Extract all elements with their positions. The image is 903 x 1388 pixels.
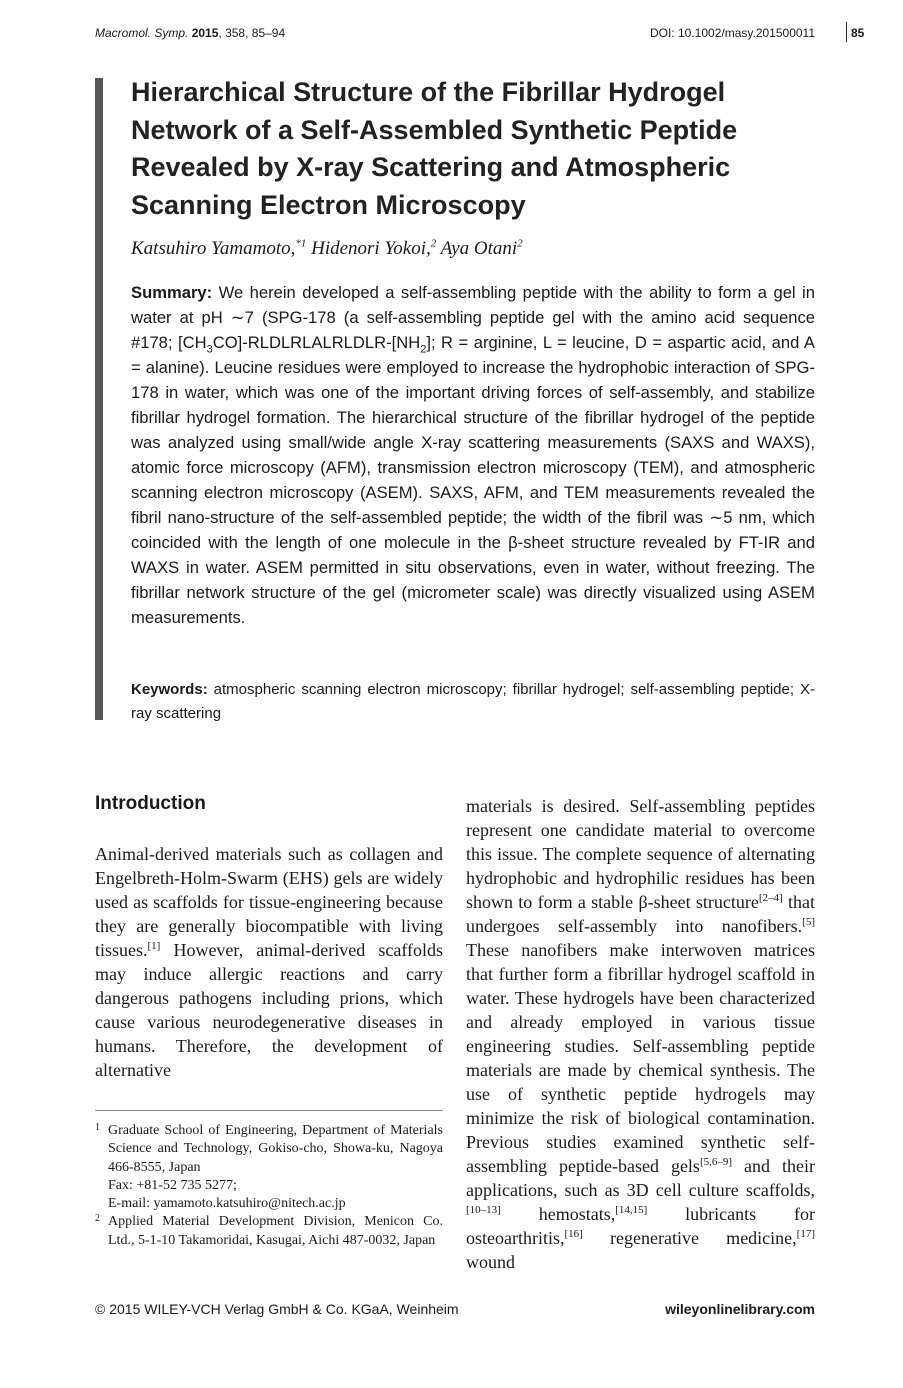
header-divider <box>846 22 847 42</box>
citation-ref[interactable]: [5] <box>802 916 815 928</box>
doi: DOI: 10.1002/masy.201500011 <box>650 26 815 40</box>
page-number: 85 <box>851 26 865 40</box>
footnote-mark: 1 <box>95 1122 100 1133</box>
abstract-side-bar <box>95 78 103 720</box>
citation-ref[interactable]: [5,6–9] <box>699 1156 733 1168</box>
footnote-mark: 2 <box>95 1213 100 1225</box>
citation-ref[interactable]: [10–13] <box>466 1204 501 1216</box>
citation-ref[interactable]: [1] <box>147 940 161 952</box>
citation-ref[interactable]: [16] <box>564 1228 583 1240</box>
summary-text: ]; R = arginine, L = leucine, D = aspartic acid, and A = alanine). Leucine residues were employed to increase the hydrophobic interaction of SPG-178 in water, which was one of the important driving forces of self-assembly, and stabilize fibrillar hydrogel formation. The hierarchical structure of the fibrillar hydrogel of the peptide was analyzed using small/wide angle X-ray scattering measurements (SAXS and WAXS), atomic force microscopy (AFM), transmission electron microscopy (TEM), and atmospheric scanning electron microscopy (ASEM). SAXS, AFM, and TEM measurements revealed the fibril nano-structure of the self-assembled peptide; the width of the fibril was ∼5 nm, which coincided with the length of one molecule in the β-sheet structure revealed by FT-IR and WAXS in water. ASEM permitted in situ observations, even in water, without freezing. The fibrillar network structure of the gel (micrometer scale) was directly visualized using ASEM measurements. <box>131 333 815 627</box>
body-text: wound <box>466 1252 515 1272</box>
volume-pages: , 358, 85–94 <box>218 26 286 40</box>
footnotes <box>95 1122 443 1250</box>
footnote-divider <box>95 1110 443 1111</box>
keywords-text: atmospheric scanning electron microscopy; fibrillar hydrogel; self-assembling peptide; X-ray scattering <box>131 681 815 722</box>
keywords <box>131 678 815 726</box>
author-affiliation-mark: 2 <box>517 237 523 250</box>
body-text: These nanofibers make interwoven matrices that further form a fibrillar hydrogel scaffold in water. These hydrogels have been characterized and already employed in various tissue engineering studies. Self-assembling peptide materials are made by chemical synthesis. The use of synthetic peptide hydrogels may minimize the risk of biological contamination. Previous studies examined synthetic self-assembling peptide-based gels <box>466 940 815 1176</box>
citation-ref[interactable]: [14,15] <box>615 1204 648 1216</box>
affiliation-address: Applied Material Development Division, Menicon Co. Ltd., 5-1-10 Takamoridai, Kasugai, Aichi 487-0032, Japan <box>108 1214 443 1248</box>
body-column-left <box>95 842 443 1082</box>
section-heading-introduction: Introduction <box>95 793 206 814</box>
summary <box>131 280 815 630</box>
author-affiliation-mark: *1 <box>295 237 307 250</box>
author-name: Aya Otani <box>440 238 518 259</box>
journal-name: Macromol. Symp. <box>95 26 189 40</box>
body-text: materials is desired. Self-assembling peptides represent one candidate material to overcome this issue. The complete sequence of alternating hydrophobic and hydrophilic residues has been shown to form a stable β-sheet structure <box>466 796 815 912</box>
article-title: Hierarchical Structure of the Fibrillar Hydrogel Network of a Self-Assembled Synthetic Peptide Revealed by X-ray Scattering and Atmospheric Scanning Electron Microscopy <box>131 77 738 220</box>
citation-ref[interactable]: [2–4] <box>758 892 783 904</box>
fax-number: Fax: +81-52 735 5277; <box>108 1177 237 1193</box>
subscript: 3 <box>206 343 213 356</box>
subscript: 2 <box>420 343 427 356</box>
author-list <box>131 238 523 260</box>
body-column-right <box>466 794 815 1274</box>
body-text: and their applications, such as 3D cell culture scaffolds, <box>466 1156 815 1200</box>
publisher-website-link[interactable]: wileyonlinelibrary.com <box>665 1301 815 1317</box>
footnote-affiliation-2 <box>95 1213 443 1250</box>
author-name: Hidenori Yokoi, <box>311 238 431 259</box>
body-text: that undergoes self-assembly into nanofibers. <box>466 892 815 936</box>
affiliation-address: Graduate School of Engineering, Department of Materials Science and Technology, Gokiso-cho, Showa-ku, Nagoya 466-8555, Japan <box>108 1123 443 1175</box>
summary-text: We herein developed a self-assembling peptide with the ability to form a gel in water at pH ∼7 (SPG-178 (a self-assembling peptide gel with the amino acid sequence #178; [CH <box>131 283 815 352</box>
summary-label: Summary: <box>131 283 213 302</box>
copyright-notice: © 2015 WILEY-VCH Verlag GmbH & Co. KGaA, Weinheim <box>95 1301 459 1317</box>
body-text: regenerative medicine, <box>582 1228 797 1248</box>
citation-ref[interactable]: [17] <box>796 1228 815 1240</box>
email-address[interactable]: E-mail: yamamoto.katsuhiro@nitech.ac.jp <box>108 1196 346 1212</box>
running-header-citation <box>95 26 285 40</box>
body-text: lubricants for osteoarthritis, <box>466 1204 815 1248</box>
body-text: Animal-derived materials such as collagen and Engelbreth-Holm-Swarm (EHS) gels are widely used as scaffolds for tissue-engineering because they are generally biocompatible with living tissues. <box>95 844 443 960</box>
author-name: Katsuhiro Yamamoto, <box>131 238 296 259</box>
author-affiliation-mark: 2 <box>430 237 437 250</box>
body-text: However, animal-derived scaffolds may induce allergic reactions and carry dangerous pathogens including prions, which cause various neurodegenerative diseases in humans. Therefore, the development of alternative <box>95 940 443 1080</box>
summary-text: CO]-RLDLRLALRLDLR-[NH <box>212 333 421 352</box>
body-text: hemostats, <box>500 1204 616 1224</box>
keywords-label: Keywords: <box>131 681 208 698</box>
footnote-affiliation-1 <box>95 1122 443 1213</box>
journal-year: 2015 <box>191 26 219 40</box>
